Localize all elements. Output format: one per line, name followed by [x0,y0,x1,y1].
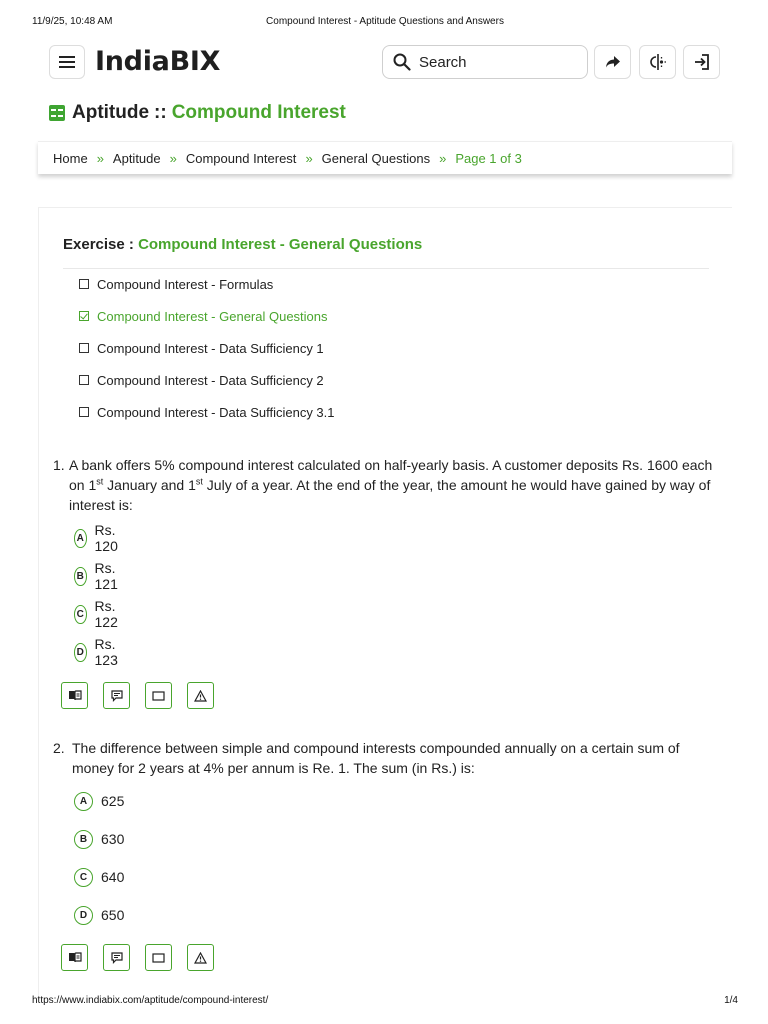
option-c[interactable] [74,867,124,887]
workspace-button[interactable] [145,682,172,709]
option-letter: D [74,643,87,662]
exercise-item-label: Compound Interest - Data Sufficiency 1 [97,341,324,356]
question-text: 1. A bank offers 5% compound interest calculated on half-yearly basis. A customer deposits Rs. 1600 each on 1st January and 1st July of a year. At the end of the year, the amount he would have gained by way of interest is: [53,457,713,513]
page-title-topic: Compound Interest [171,102,346,123]
discuss-icon [111,690,123,702]
workspace-icon [152,691,165,701]
share-icon [605,55,621,69]
exercise-item-general-questions[interactable] [79,309,335,341]
discuss-icon [111,952,123,964]
exercise-item-data-sufficiency-1[interactable] [79,341,335,373]
question-number: 1. [53,457,65,473]
option-d[interactable] [74,905,124,925]
print-page-number: 1/4 [724,995,738,1006]
exercise-item-formulas[interactable] [79,277,335,309]
option-text: 650 [101,907,125,923]
option-d[interactable] [74,636,124,668]
exercise-item-data-sufficiency-3-1[interactable] [79,405,335,437]
option-letter: C [74,605,87,624]
question-2 [53,738,723,923]
page-title-category[interactable]: Aptitude [72,102,150,123]
workspace-icon [152,953,165,963]
breadcrumb-separator: » [439,150,447,166]
option-text: Rs. 123 [94,636,118,668]
exercise-value: Compound Interest - General Questions [138,236,423,253]
exercise-item-label: Compound Interest - General Questions [97,309,328,324]
checkbox-icon [79,343,89,353]
breadcrumb-separator: » [169,150,177,166]
question-1 [53,455,723,668]
page-title-separator: :: [154,102,167,123]
print-url: https://www.indiabix.com/aptitude/compound-interest/ [32,995,269,1006]
theme-toggle-button[interactable] [639,45,676,79]
option-text: 625 [101,793,125,809]
page-title [49,102,346,124]
exercise-heading [63,236,422,253]
option-text: Rs. 120 [94,522,118,554]
option-a[interactable] [74,791,124,811]
report-icon [194,690,207,702]
report-button[interactable] [187,944,214,971]
option-text: Rs. 122 [94,598,118,630]
login-button[interactable] [683,45,720,79]
print-timestamp: 11/9/25, 10:48 AM [32,16,113,27]
option-letter: B [74,567,87,586]
discuss-button[interactable] [103,944,130,971]
menu-icon [59,55,75,69]
print-footer [32,995,738,1009]
exercise-item-label: Compound Interest - Data Sufficiency 3.1 [97,405,335,420]
option-letter: D [74,906,93,925]
discuss-button[interactable] [103,682,130,709]
exercise-list [79,277,335,437]
breadcrumb-aptitude[interactable]: Aptitude [112,150,161,166]
checkbox-icon [79,407,89,417]
login-icon [693,53,711,71]
calculator-icon [49,105,65,121]
answer-button[interactable] [61,682,88,709]
checkbox-icon [79,279,89,289]
option-c[interactable] [74,598,124,630]
report-button[interactable] [187,682,214,709]
site-logo[interactable]: IndiaBIX [95,46,221,77]
breadcrumb-home[interactable]: Home [53,150,88,166]
answer-book-icon [68,952,82,963]
exercise-label: Exercise : [63,236,134,253]
breadcrumb-separator: » [96,150,104,166]
option-a[interactable] [74,522,124,554]
breadcrumb-page: Page 1 of 3 [455,150,522,166]
option-text: 640 [101,869,125,885]
search-input[interactable] [382,45,588,79]
exercise-item-data-sufficiency-2[interactable] [79,373,335,405]
checked-box-icon [79,311,89,321]
option-text: Rs. 121 [94,560,118,592]
answer-button[interactable] [61,944,88,971]
option-letter: A [74,529,87,548]
top-navbar [49,44,720,80]
breadcrumb-compound-interest[interactable]: Compound Interest [185,150,297,166]
report-icon [194,952,207,964]
search-label: Search [419,53,467,71]
workspace-button[interactable] [145,944,172,971]
share-button[interactable] [594,45,631,79]
print-document-title: Compound Interest - Aptitude Questions and Answers [266,16,504,27]
checkbox-icon [79,375,89,385]
question-number: 2. [53,740,65,756]
option-b[interactable] [74,560,124,592]
breadcrumb-separator: » [305,150,313,166]
answer-book-icon [68,690,82,701]
exercise-item-label: Compound Interest - Data Sufficiency 2 [97,373,324,388]
theme-toggle-icon [648,53,668,71]
exercise-item-label: Compound Interest - Formulas [97,277,274,292]
question-actions [61,682,229,709]
question-text: 2. The difference between simple and compound interests compounded annually on a certain sum of money for 2 years at 4% per annum is Re. 1. The sum (in Rs.) is: [53,740,680,776]
search-icon [393,53,411,71]
print-header [32,16,738,30]
option-letter: A [74,792,93,811]
option-text: 630 [101,831,125,847]
breadcrumb [38,141,732,174]
option-b[interactable] [74,829,124,849]
divider [63,268,709,269]
breadcrumb-general-questions[interactable]: General Questions [321,150,431,166]
menu-button[interactable] [49,45,85,79]
option-letter: C [74,868,93,887]
option-letter: B [74,830,93,849]
question-actions [61,944,229,971]
